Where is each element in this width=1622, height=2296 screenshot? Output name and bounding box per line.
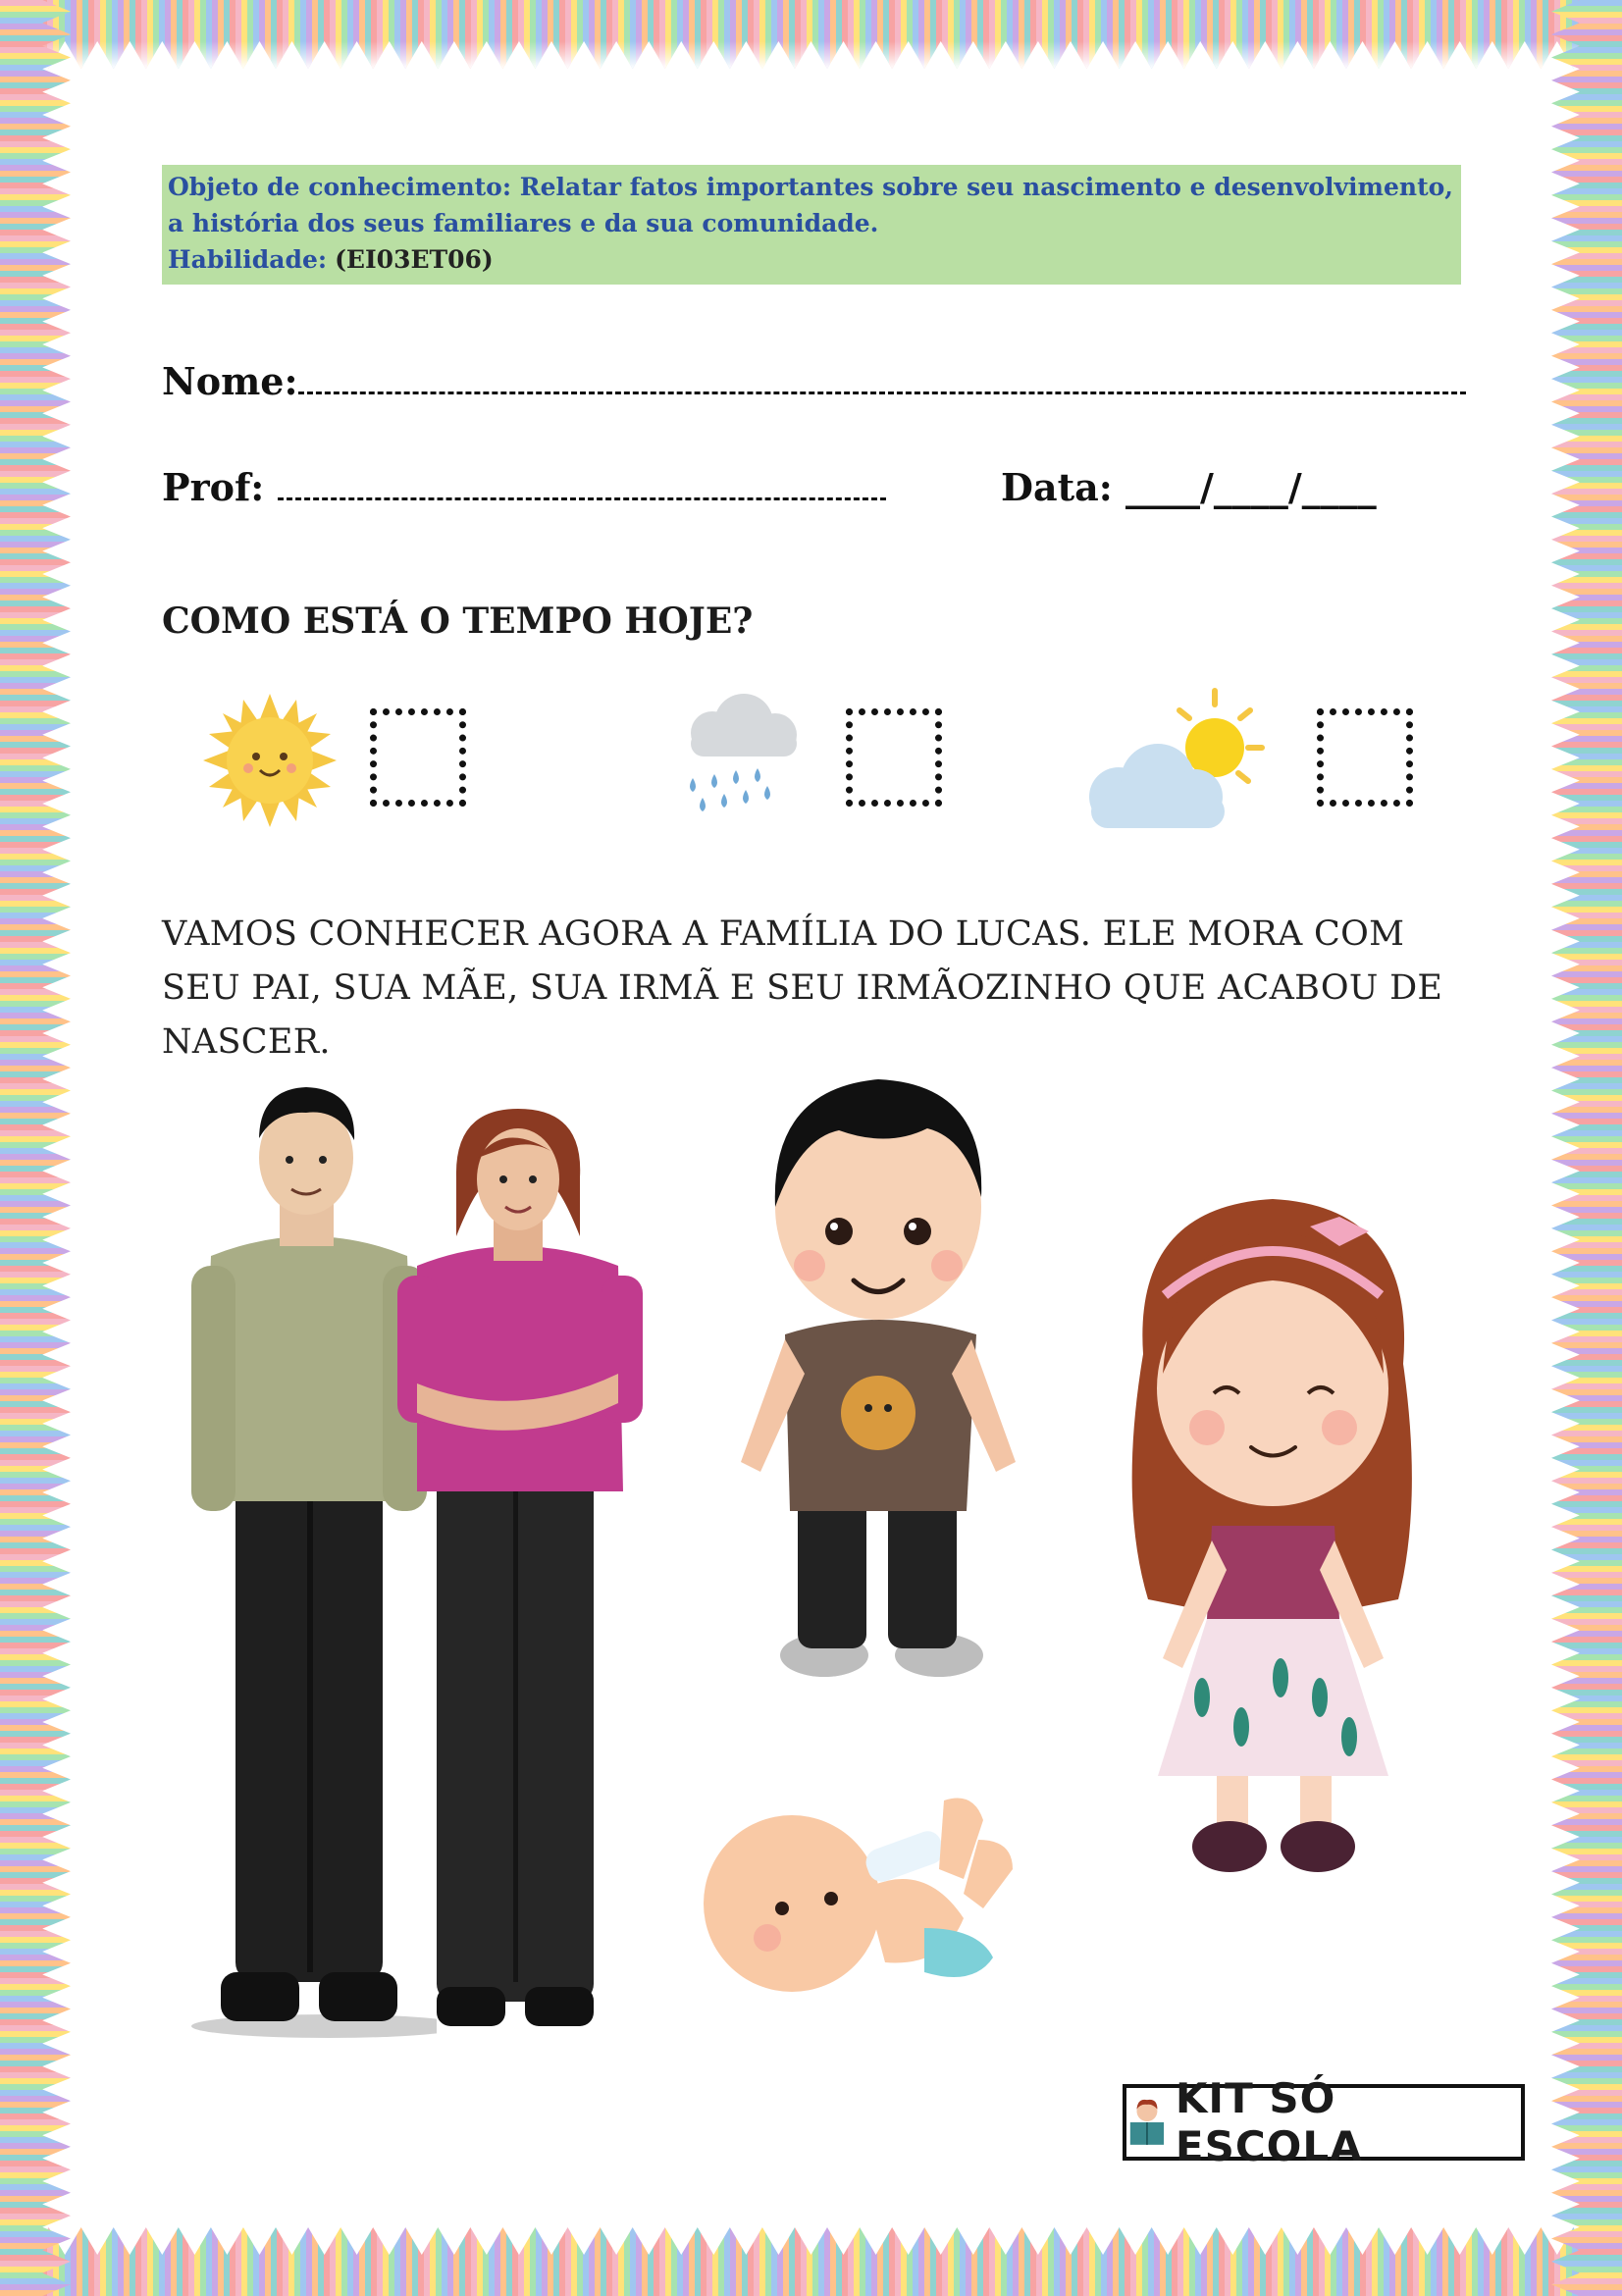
pencil-border-left (0, 0, 71, 2296)
teacher-label: Prof: (162, 465, 265, 509)
rainy-checkbox[interactable] (846, 708, 942, 807)
name-field[interactable] (162, 359, 1466, 403)
weather-question: COMO ESTÁ O TEMPO HOJE? (162, 600, 754, 642)
partly-cloudy-checkbox[interactable] (1317, 708, 1413, 807)
rain-cloud-icon (673, 692, 811, 829)
girl-figure (1104, 1187, 1442, 1894)
date-blank[interactable]: ____/____/____ (1125, 465, 1377, 509)
sunny-checkbox[interactable] (370, 708, 466, 807)
date-label: Data: (1001, 465, 1113, 509)
knowledge-objective-text: Objeto de conhecimento: Relatar fatos importantes sobre seu nascimento e desenvolvimento, a história dos seus familiares e da sua comunidade. (168, 173, 1454, 237)
skill-line (168, 241, 1455, 278)
pencil-border-right (1551, 0, 1622, 2296)
sun-icon (201, 692, 339, 829)
family-intro-text: VAMOS CONHECER AGORA A FAMÍLIA DO LUCAS. ELE MORA COM SEU PAI, SUA MÃE, SUA IRMÃ E SEU IRMÃOZINHO QUE ACABOU DE NASCER. (162, 914, 1443, 1062)
partly-cloudy-icon (1079, 687, 1276, 834)
brand-text: KIT SÓ ESCOLA (1175, 2074, 1363, 2170)
baby-figure (699, 1781, 1022, 2002)
mother-figure (397, 1099, 643, 2041)
knowledge-objective-box (162, 165, 1461, 285)
weather-option-rainy[interactable] (673, 687, 968, 834)
name-line[interactable] (298, 390, 1466, 394)
boy-figure (731, 1060, 1025, 1688)
teacher-line[interactable] (278, 496, 886, 500)
brand-logo (1123, 2074, 1525, 2170)
name-label: Nome: (162, 359, 298, 403)
pencil-border-bottom (0, 2227, 1622, 2296)
weather-option-partly-cloudy[interactable] (1079, 687, 1374, 834)
date-field[interactable] (1001, 465, 1377, 509)
skill-label: Habilidade: (168, 245, 328, 274)
pencil-border-top (0, 0, 1622, 69)
teacher-field[interactable] (162, 465, 886, 509)
skill-code: (EI03ET06) (335, 245, 494, 274)
reading-kid-icon (1126, 2097, 1168, 2148)
weather-option-sunny[interactable] (201, 687, 496, 834)
